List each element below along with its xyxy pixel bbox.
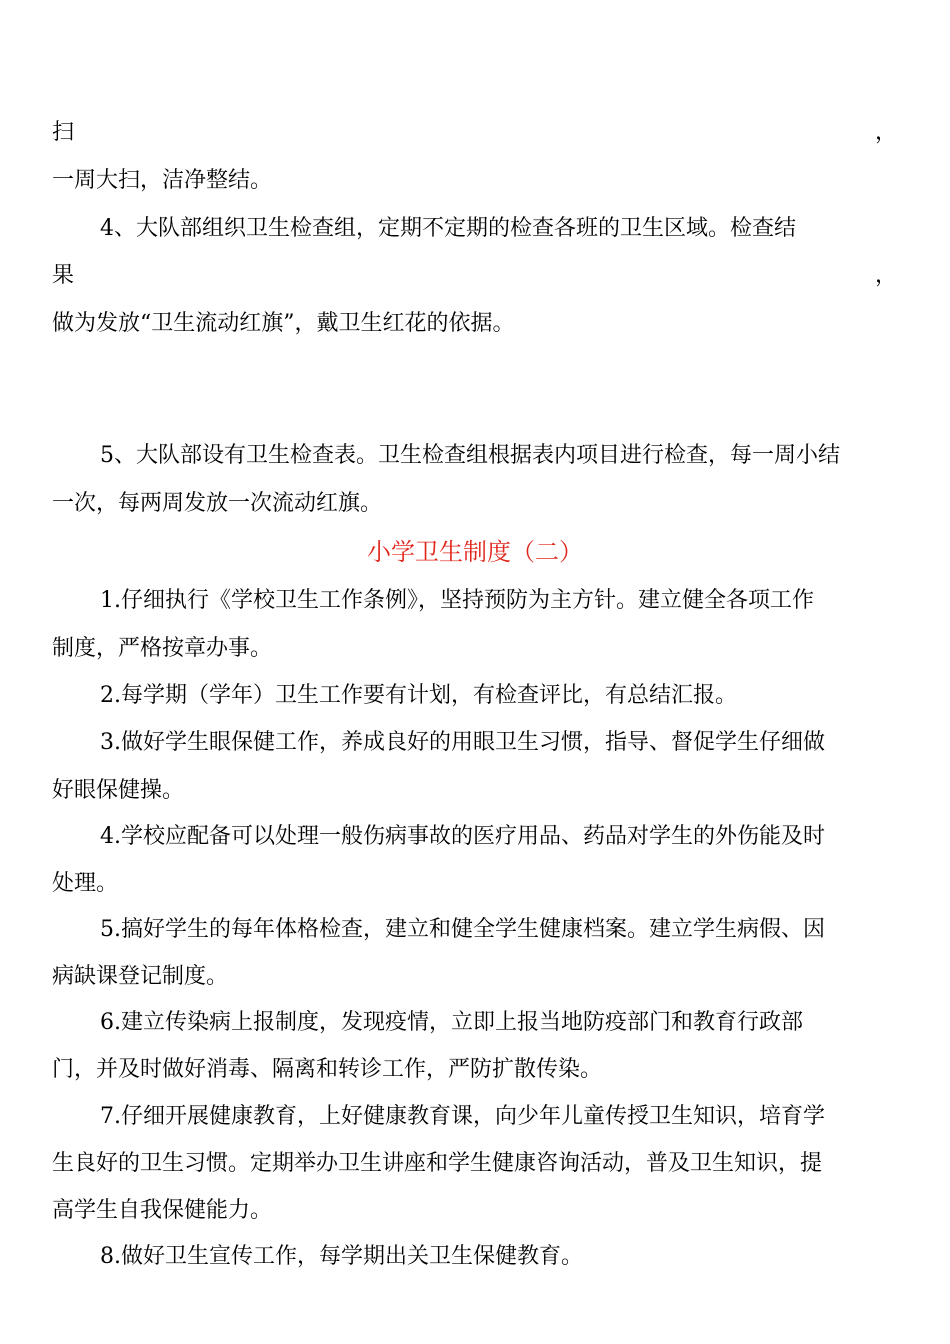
paragraph-first-line: 2.每学期（学年）卫生工作要有计划，有检查评比，有总结汇报。 — [100, 683, 737, 708]
text-line — [52, 118, 897, 148]
paragraph-first-line: 7.仔细开展健康教育，上好健康教育课，向少年儿童传授卫生知识，培育学 — [100, 1104, 825, 1129]
paragraph-first-line: 1.仔细执行《学校卫生工作条例》，坚持预防为主方针。建立健全各项工作 — [100, 588, 814, 613]
text-fragment: 扫 — [52, 120, 75, 145]
text-fragment: ， — [874, 263, 897, 288]
paragraph-first-line: 3.做好学生眼保健工作，养成良好的用眼卫生习惯，指导、督促学生仔细做 — [100, 730, 825, 755]
paragraph-first-line: 8.做好卫生宣传工作，每学期出关卫生保健教育。 — [100, 1244, 583, 1269]
paragraph-first-line: 6.建立传染病上报制度，发现疫情，立即上报当地防疫部门和教育行政部 — [100, 1010, 803, 1035]
text-line: 处理。 — [52, 871, 119, 896]
text-line — [52, 261, 897, 291]
paragraph-first-line: 5、大队部设有卫生检查表。卫生检查组根据表内项目进行检查，每一周小结 — [100, 443, 840, 468]
section-title: 小学卫生制度（二） — [367, 538, 583, 566]
paragraph-first-line: 4、大队部组织卫生检查组，定期不定期的检查各班的卫生区域。检查结 — [100, 216, 796, 241]
text-fragment: ， — [874, 120, 897, 145]
text-line: 生良好的卫生习惯。定期举办卫生讲座和学生健康咨询活动，普及卫生知识，提 — [52, 1151, 823, 1176]
text-line: 一周大扫，洁净整结。 — [52, 168, 273, 193]
text-line: 一次，每两周发放一次流动红旗。 — [52, 491, 383, 516]
text-line: 门，并及时做好消毒、隔离和转诊工作，严防扩散传染。 — [52, 1057, 603, 1082]
text-line: 好眼保健操。 — [52, 778, 185, 803]
text-line: 病缺课登记制度。 — [52, 964, 229, 989]
text-fragment: 果 — [52, 263, 75, 288]
paragraph-first-line: 4.学校应配备可以处理一般伤病事故的医疗用品、药品对学生的外伤能及时 — [100, 824, 825, 849]
text-line: 高学生自我保健能力。 — [52, 1198, 273, 1223]
text-line: 制度，严格按章办事。 — [52, 636, 273, 661]
text-line: 做为发放“卫生流动红旗”，戴卫生红花的依据。 — [52, 311, 515, 336]
paragraph-first-line: 5.搞好学生的每年体格检查，建立和健全学生健康档案。建立学生病假、因 — [100, 917, 825, 942]
